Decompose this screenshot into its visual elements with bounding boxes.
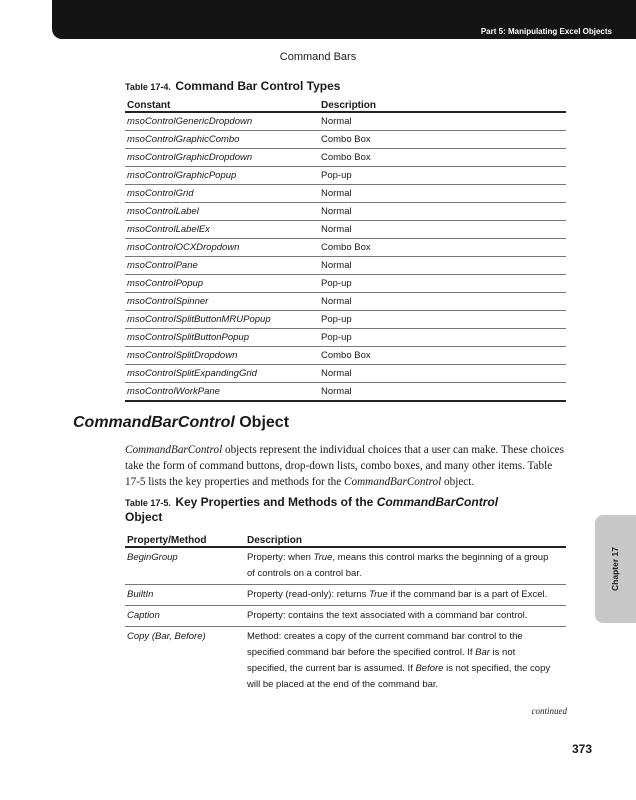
table-row — [125, 203, 566, 221]
table-number: Table 17-5. — [125, 498, 171, 508]
column-header: Description — [245, 529, 566, 547]
description-cell: Normal — [319, 383, 566, 402]
table-row — [125, 149, 566, 167]
table-title: Key Properties and Methods of the CommandBarControl Object — [125, 495, 499, 524]
description-cell: Combo Box — [319, 347, 566, 365]
table-row — [125, 112, 566, 131]
header-bar — [52, 0, 636, 39]
description-cell: Pop-up — [319, 167, 566, 185]
column-header: Property/Method — [125, 529, 245, 547]
table-17-5 — [125, 529, 566, 695]
constant-cell: msoControlSplitButtonMRUPopup — [125, 311, 319, 329]
constant-cell: msoControlSplitButtonPopup — [125, 329, 319, 347]
section-heading: CommandBarControl Object — [73, 414, 290, 431]
description-cell: Property (read-only): returns True if the command bar is a part of Excel. — [245, 585, 566, 606]
constant-cell: msoControlSplitDropdown — [125, 347, 319, 365]
description-cell: Pop-up — [319, 329, 566, 347]
chapter-tab — [595, 515, 636, 623]
constant-cell: msoControlGraphicDropdown — [125, 149, 319, 167]
table-row — [125, 627, 566, 696]
description-cell: Pop-up — [319, 275, 566, 293]
description-cell: Normal — [319, 293, 566, 311]
property-cell: BuiltIn — [125, 585, 245, 606]
property-cell: Copy (Bar, Before) — [127, 631, 206, 642]
table-row — [125, 131, 566, 149]
table-row — [125, 221, 566, 239]
table-row — [125, 239, 566, 257]
description-cell: Method: creates a copy of the current command bar control to the specified command bar before the specified control. If Bar is not specified, the current bar is assumed. If Before is not specified, the copy will be placed at the end of the command bar. — [247, 631, 551, 690]
table-row — [125, 167, 566, 185]
constant-cell: msoControlWorkPane — [125, 383, 319, 402]
part-label: Part 5: Manipulating Excel Objects — [480, 27, 612, 36]
description-cell: Combo Box — [319, 239, 566, 257]
description-cell: Normal — [319, 203, 566, 221]
constant-cell: msoControlSpinner — [125, 293, 319, 311]
constant-cell: msoControlGraphicCombo — [125, 131, 319, 149]
table-row — [125, 311, 566, 329]
property-cell: BeginGroup — [125, 547, 245, 585]
description-cell: Property: when True, means this control marks the beginning of a group of controls on a control bar. — [245, 547, 566, 585]
description-cell: Normal — [319, 112, 566, 131]
constant-cell: msoControlGrid — [125, 185, 319, 203]
property-cell: Caption — [125, 606, 245, 627]
table-row — [125, 329, 566, 347]
constant-cell: msoControlLabel — [125, 203, 319, 221]
table-row — [125, 257, 566, 275]
table-row — [125, 365, 566, 383]
table-row — [125, 185, 566, 203]
table-row — [125, 383, 566, 402]
body-paragraph: CommandBarControl objects represent the individual choices that a user can make. These choices take the form of command buttons, drop-down lists, combo boxes, and many other items. Table 17-5 lists the key properties and methods for the CommandBarControl object. — [125, 444, 565, 488]
table-row — [125, 347, 566, 365]
chapter-label: Chapter 17 — [610, 547, 620, 591]
description-cell: Property: contains the text associated with a command bar control. — [245, 606, 566, 627]
description-cell: Normal — [319, 185, 566, 203]
table-row — [125, 547, 566, 585]
continued-note: continued — [531, 706, 567, 716]
description-cell: Pop-up — [319, 311, 566, 329]
constant-cell: msoControlOCXDropdown — [125, 239, 319, 257]
running-head: Command Bars — [279, 51, 357, 63]
description-cell: Normal — [319, 365, 566, 383]
table-row — [125, 275, 566, 293]
constant-cell: msoControlPane — [125, 257, 319, 275]
constant-cell: msoControlLabelEx — [125, 221, 319, 239]
table-title: Command Bar Control Types — [175, 79, 341, 93]
table-17-4 — [125, 94, 566, 402]
description-cell: Normal — [319, 221, 566, 239]
description-cell: Normal — [319, 257, 566, 275]
table-17-5-caption — [125, 495, 545, 524]
constant-cell: msoControlSplitExpandingGrid — [125, 365, 319, 383]
table-row — [125, 293, 566, 311]
column-header: Constant — [125, 94, 319, 112]
table-row — [125, 585, 566, 606]
constant-cell: msoControlGenericDropdown — [125, 112, 319, 131]
page-number: 373 — [571, 742, 592, 756]
table-number: Table 17-4. — [125, 82, 171, 92]
constant-cell: msoControlPopup — [125, 275, 319, 293]
constant-cell: msoControlGraphicPopup — [125, 167, 319, 185]
description-cell: Combo Box — [319, 149, 566, 167]
column-header: Description — [319, 94, 566, 112]
description-cell: Combo Box — [319, 131, 566, 149]
table-17-4-caption — [125, 77, 340, 95]
table-row — [125, 606, 566, 627]
